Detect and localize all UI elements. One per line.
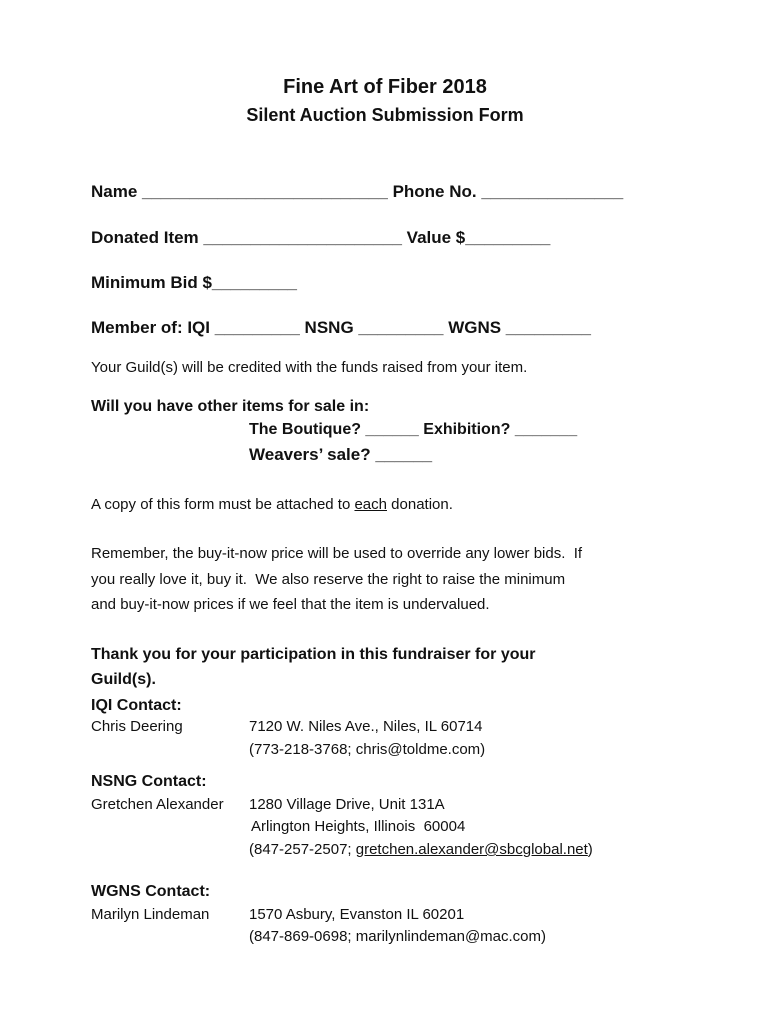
copy-note-emphasis: each (354, 496, 387, 513)
nsng-email-link[interactable]: gretchen.alexander@sbcglobal.net (355, 841, 588, 858)
iqi-contact-name: Chris Deering (91, 718, 183, 735)
boutique-exhibition-field[interactable]: The Boutique? ______ Exhibition? _______ (249, 421, 578, 438)
wgns-contact-address: 1570 Asbury, Evanston IL 60201 (249, 906, 465, 923)
wgns-contact-name: Marilyn Lindeman (91, 906, 210, 923)
thanks-line-1: Thank you for your participation in this fundraiser for your (91, 646, 536, 663)
nsng-contact-heading: NSNG Contact: (91, 773, 207, 790)
donated-item-value-field[interactable]: Donated Item _____________________ Value $_________ (91, 228, 551, 247)
nsng-phone-close: ) (587, 841, 593, 858)
name-phone-field[interactable]: Name __________________________ Phone No. _______________ (91, 182, 624, 201)
nsng-contact-name: Gretchen Alexander (91, 796, 224, 813)
other-items-question: Will you have other items for sale in: (91, 398, 370, 415)
credit-note: Your Guild(s) will be credited with the funds raised from your item. (91, 359, 528, 376)
remember-line-3: and buy-it-now prices if we feel that the item is undervalued. (91, 596, 490, 613)
member-of-field[interactable]: Member of: IQI _________ NSNG _________ WGNS _________ (91, 318, 591, 337)
thanks-line-2: Guild(s). (91, 671, 156, 688)
weavers-sale-field[interactable]: Weavers’ sale? ______ (249, 445, 433, 464)
nsng-contact-address-2: Arlington Heights, Illinois 60004 (251, 818, 466, 835)
minimum-bid-field[interactable]: Minimum Bid $_________ (91, 273, 297, 292)
iqi-contact-address: 7120 W. Niles Ave., Niles, IL 60714 (249, 718, 483, 735)
copy-note (91, 496, 453, 513)
remember-line-1: Remember, the buy-it-now price will be used to override any lower bids. If (91, 545, 583, 562)
remember-line-2: you really love it, buy it. We also reserve the right to raise the minimum (91, 571, 566, 588)
copy-note-after: donation. (387, 496, 453, 513)
wgns-contact-phone-email: (847-869-0698; marilynlindeman@mac.com) (249, 928, 547, 945)
iqi-contact-phone-email: (773-218-3768; chris@toldme.com) (249, 741, 486, 758)
nsng-phone: (847-257-2507; (249, 841, 356, 858)
nsng-contact-address-1: 1280 Village Drive, Unit 131A (249, 796, 445, 813)
form-subtitle: Silent Auction Submission Form (246, 105, 524, 125)
nsng-contact-phone-email (249, 841, 593, 858)
wgns-contact-heading: WGNS Contact: (91, 883, 211, 900)
copy-note-before: A copy of this form must be attached to (91, 496, 355, 513)
form-title: Fine Art of Fiber 2018 (283, 76, 487, 98)
iqi-contact-heading: IQI Contact: (91, 697, 182, 714)
